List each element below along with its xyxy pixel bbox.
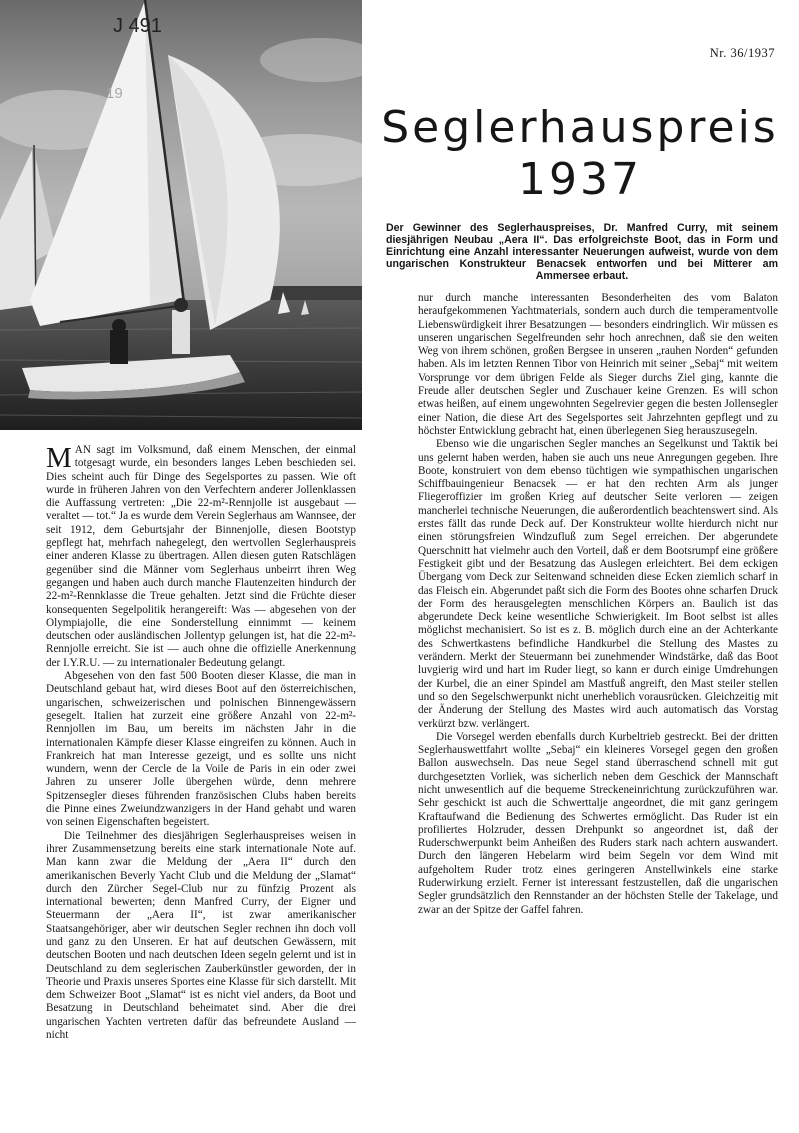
sailing-photo: [0, 0, 362, 430]
article-title: Seglerhauspreis: [381, 102, 779, 153]
paragraph: Die Teilnehmer des diesjährigen Seglerhauspreises weisen in ihrer Zusammensetzung bereits eine stark internationale Note auf. Man kann zwar die Meldung der „Aera II“ durch den amerikanischen Beverly Yacht Club und die Meldung der „Slamat“ durch den Zürcher Segel-Club nur zu fünfzig Prozent als international bewerten; denn Manfred Curry, der Eigner und Steuermann der „Aera II“, ist zwar amerikanischer Staatsangehöriger, aber wir deutschen Segler rechnen ihn doch voll und ganz zu den Unseren. Er hat auf deutschen Gewässern, mit deutschen Booten und nach deutschen Ideen segeln gelernt und ist in Deutschland zu dem seglerischen Zauberkünstler geworden, der in Theorie und Praxis unseres Sportes eine Klasse für sich darstellt. Mit dem Schweizer Boot „Slamat“ ist es nicht viel anders, da Boot und Besatzung in Deutschland beheimatet sind. Aber die drei ungarischen Yachten vertreten dafür das befreundete Ausland — nicht: [46, 829, 356, 1042]
sail-mark-text: 19: [106, 85, 123, 102]
right-column: [418, 292, 778, 917]
sail-number-text: J 491: [113, 15, 162, 37]
left-column: [46, 444, 356, 1042]
drop-cap: M: [46, 442, 72, 474]
paragraph: Abgesehen von den fast 500 Booten dieser Klasse, die man in Deutschland gebaut hat, wird dieses Boot auf den österreichischen, ungarischen, schweizerischen und polnischen Binnengewässern gesegelt. Italien hat zurzeit eine größere Anzahl von 22-m²-Rennjollen im Bau, um bereits im nächsten Jahr in die internationalen Kämpfe dieser Klasse eingreifen zu können. Auch in Frankreich hat man Interesse gezeigt, und es sollte uns nicht wundern, wenn der Cercle de la Voile de Paris in ein oder zwei Jahren zu unserer Jolle übergehen würde, denn mehrere Spitzensegler dieses führenden französischen Clubs haben bereits die Pinne eines Zweiundzwanzigers in der Hand gehabt und waren von seinen Eigenschaften begeistert.: [46, 670, 356, 829]
paragraph: Ebenso wie die ungarischen Segler manches an Segelkunst und Taktik bei uns gelernt haben werden, haben sie auch uns neue Anregungen gegeben. Ihre Boote, konstruiert von dem ebenso tüchtigen wie sympathischen ungarischen Schiffbauingenieur Benacsek — er hat den rechten Arm als junger Fliegeroffizier im großen Krieg auf deutscher Seite verloren — zeigen mancherlei technische Neuerungen, die außerordentlich beachtenswert sind. Als erstes fällt das runde Deck auf. Der Konstrukteur wollte hierdurch nicht nur einen störungsfreien Windzufluß zum Segel erreichen. Der abgerundete Querschnitt hat vielmehr auch den Vorteil, daß er dem Bootsrumpf eine größere Festigkeit gibt und der Besatzung das Auslegen erleichtert. Bei dem eckigen Übergang vom Deck zur Seitenwand schneiden diese Ecken ziemlich scharf in das Fleisch ein. Abgerundet paßt sich die Form des Bootes ohne scharfen Druck der Form des herausgelegten menschlichen Körpers an. Baulich ist das abgerundete Deck keine wesentliche Schwierigkeit. Im Boot selbst ist alles möglichst mechanisiert. So ist es z. B. möglich durch eine an der Achterkante des Schwertkastens befindliche Handkurbel die Stellung des Mastes zu verändern. Merkt der Steuermann bei zunehmender Windstärke, daß das Boot luvgierig wird und hart im Ruder liegt, so kann er durch einige Umdrehungen der Kurbel, die an einer Spindel am Mastfuß angreift, den Mast steiler stellen und so den Segelschwerpunkt nicht unerheblich vorausrücken. Gleichzeitig mit der Änderung der Stellung des Mastes wird auch automatisch das Vorstag verkürzt bzw. verlängert.: [418, 438, 778, 730]
article-title-year: 1937: [518, 154, 642, 205]
issue-number: Nr. 36/1937: [709, 46, 775, 60]
paragraph: MAN sagt im Volksmund, daß einem Menschen, der einmal totgesagt wurde, ein besonders langes Leben beschieden sei. Dies scheint auch für Dinge des Segelsportes zu passen. Wie oft wurde in früheren Jahren von den Verfechtern anderer Jollenklassen die Auffassung vertreten: „Die 22-m²-Rennjolle ist ausgebaut — veraltet — tot.“ Ja es wurde dem Verein Seglerhaus am Wannsee, der seit 1912, dem Geburtsjahr der Binnenjolle, diesen Bootstyp gepflegt hat, mehrfach nahegelegt, den wertvollen Seglerhauspreis einer anderen Klasse zu übertragen. Allen diesen guten Ratschlägen gegenüber sind die Männer vom Seglerhaus unbeirrt ihren Weg gegangen und haben auch durch manche Flautenzeiten hindurch der 22-m²-Rennklasse die Treue gehalten. Jetzt sind die Früchte dieser konsequenten Segelpolitik herangereift: Was — abgesehen von der Olympiajolle, die eine Sonderstellung einnimmt — keinem deutschen oder ausländischen Jollentyp gelungen ist, hat die 22-m²-Rennjolle erreicht. Sie ist — auch ohne die offizielle Anerkennung der I.Y.R.U. — zu internationaler Bedeutung gelangt.: [46, 442, 356, 669]
article-lead: Der Gewinner des Seglerhauspreises, Dr. Manfred Curry, mit seinem diesjährigen Neubau „Aera II“. Das erfolgreichste Boot, das in Form und Einrichtung eine Anzahl interessanter Neuerungen aufweist, wurde von dem ungarischen Konstrukteur Benacsek entworfen und bei Mitterer am Ammersee erbaut.: [386, 222, 778, 282]
paragraph: Die Vorsegel werden ebenfalls durch Kurbeltrieb gestreckt. Bei der dritten Seglerhauswettfahrt wollte „Sebaj“ ein kleineres Vorsegel gegen den großen Ballon auswechseln. Das neue Segel stand überraschend schnell mit gut durchgesetzten Vorliek, was sicherlich neben dem Geschick der Mannschaft nicht unwesentlich auf die bequeme Streckeneinrichtung zurückzuführen war. Sehr geschickt ist auch die Schwerttalje angeordnet, die mit ganz geringem Kraftaufwand die Bedienung des Schwertes ermöglicht. Das Ruder ist ein profiliertes Holzruder, dessen Drehpunkt so angeordnet ist, daß der Ruderschwerpunkt beim Anheißen des Ruders stark nach achtern auswandert. Durch den längeren Hebelarm wird beim Segeln vor dem Wind mit aufgeholtem Ruder trotz eines geringeren Anstellwinkels eine starke Ruderwirkung erzielt. Ferner ist interessant festzustellen, daß die ungarischen Segler grundsätzlich den Rennstander an der höchsten Stelle der Takelage, und zwar an der Spitze der Gaffel fahren.: [418, 730, 778, 916]
paragraph: nur durch manche interessanten Besonderheiten des vom Balaton heraufgekommenen Yachtmaterials, sondern auch durch die temperamentvolle Liebenswürdigkeit ihrer Besatzungen — besonders eindringlich. Wir müssen es unseren ungarischen Segelfreunden sehr hoch anrechnen, daß sie den weiten Weg von ihrem schönen, großen Bergsee in unseren „rauhen Norden“ gefunden haben. Als im letzten Rennen Tibor von Heinrich mit seiner „Sebaj“ mit weitem Vorsprunge vor dem übrigen Felde als Sieger durchs Ziel ging, kannte die Freude aller deutschen Segler und Zuschauer keine Grenzen. Es will schon etwas heißen, auf einem ungewohnten Segelrevier gegen die besten Jollensegler einer Nation, die diese Art des Segelsportes seit Jahrzehnten gepflegt und zu höchster Entwicklung gebracht hat, einen überlegenen Sieg herauszusegeln.: [418, 292, 778, 437]
